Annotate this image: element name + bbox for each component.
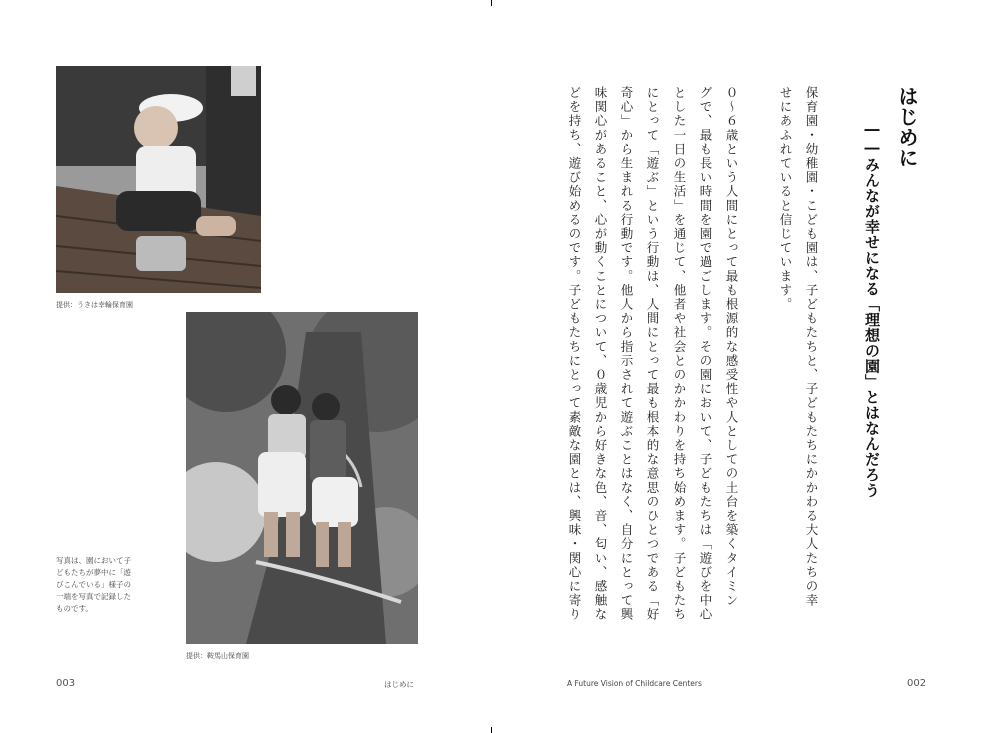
side-note: 写真は、園において子 どもたちが夢中に「遊 びこんでいる」様子の 一端を写真で記録した ものです。 — [56, 556, 131, 613]
body-column-8: 味関心があること、心が動くことについて、０歳児から好きな色、音、匂い、感触な — [593, 86, 608, 622]
body-column-9: どを持ち、遊び始めるのです。子どもたちにとって素敵な園とは、興味・関心に寄り — [567, 86, 582, 622]
body-column-3: ０～６歳という人間にとって最も根源的な感受性や人としての土台を築くタイミン — [724, 86, 739, 608]
left-page-number: 003 — [56, 678, 76, 689]
crop-mark-bottom — [491, 727, 492, 733]
chapter-subtitle: ――みんなが幸せになる「理想の園」とはなんだろう — [863, 120, 881, 498]
chapter-title: はじめに — [895, 86, 919, 168]
crop-mark-top — [491, 0, 492, 6]
right-page-number: 002 — [907, 678, 927, 689]
photo-1-caption: 提供：うきは幸輪保育園 — [56, 301, 133, 309]
photo-2-caption: 提供：鞍馬山保育園 — [186, 652, 249, 660]
body-column-4: グで、最も長い時間を園で過ごします。その園において、子どもたちは「遊びを中心 — [698, 86, 713, 622]
left-running-head: はじめに — [384, 680, 414, 689]
photo-child-tying-shoe — [56, 66, 261, 293]
body-column-5: とした一日の生活」を通じて、他者や社会とのかかわりを持ち始めます。子どもたち — [672, 86, 687, 622]
body-column-2: せにあふれていると信じています。 — [778, 86, 793, 312]
body-column-6: にとって「遊ぶ」という行動は、人間にとって最も根本的な意思のひとつである「好 — [645, 86, 660, 622]
body-column-1: 保育園・幼稚園・こども園は、子どもたちと、子どもたちにかかわる大人たちの幸 — [804, 86, 819, 608]
right-running-head: A Future Vision of Childcare Centers — [567, 679, 702, 688]
body-column-7: 奇心」から生まれる行動です。他人から指示されて遊ぶことはなく、自分にとって興 — [619, 86, 634, 622]
photo-children-climbing-tree — [186, 312, 418, 644]
